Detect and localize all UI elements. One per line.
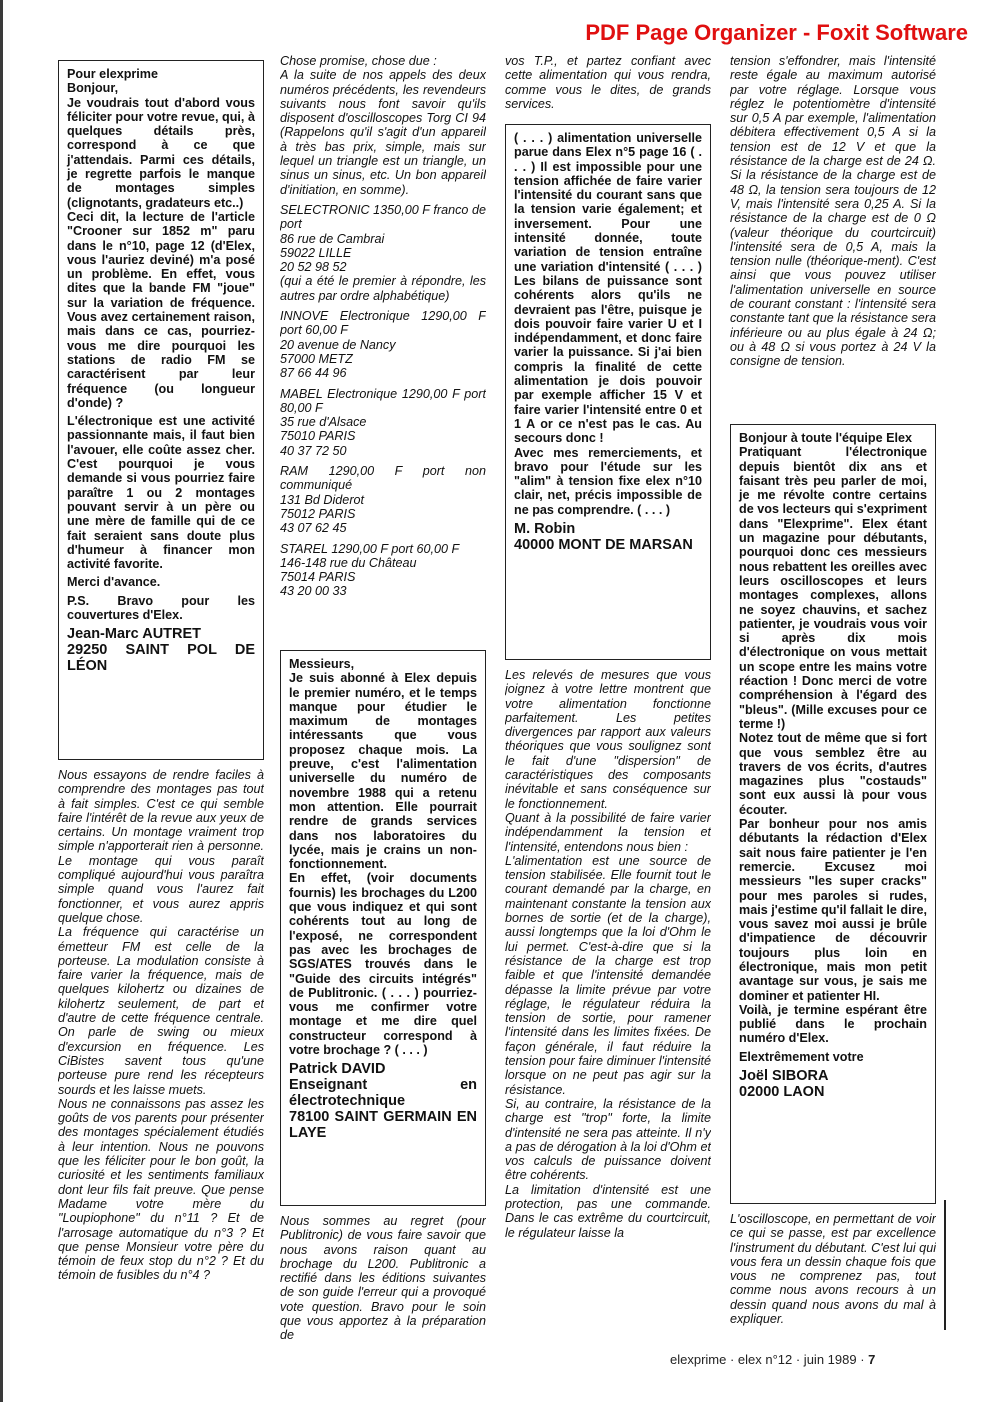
paragraph: Bonjour à toute l'équipe Elex Pratiquant l'électronique depuis bientôt dix ans et faisant très peu parler de moi, je me révolte contre certains de vos lecteurs qui s'expriment dans "Elexprime". Elex étant un magazine pour débutants, pourquoi donc ces messieurs nous rebattent les oreilles avec leurs oscilloscopes et leurs montages complexes, allons ne soyez chauvins, et sachez patienter, je voudrais vous voir si après dix mois d'électronique on vous mettait un scope entre les mains votre réaction ! Donc merci de votre compréhension à l'égard des "bleus". (Mille excuses pour ce terme !) Notez tout de même que si fort que vous semblez être au travers de vos écrits, d'autres magazines plus "costauds" sont eux aussi là pour vous écouter. Par bonheur pour nos amis débutants la rédaction d'Elex sait nous faire patienter je l'en remercie. Excusez moi messieurs "les super cracks" pour mes paroles si rudes, mais j'estime qu'il fallait le dire, vous savez moi aussi je brûle d'impatience de découvrir toujours plus loin en électronique, mais mon petit avantage sur vous, je sais me dominer et patienter HI. Voilà, je termine espérant être publié dans le prochain numéro d'Elex.: [739, 431, 927, 1046]
letter-signature: Patrick DAVID Enseignant en électrotechnique 78100 SAINT GERMAIN EN LAYE: [289, 1061, 477, 1142]
letter-box-autret: [58, 60, 264, 760]
paragraph: Merci d'avance.: [67, 575, 161, 590]
editor-reply: [505, 668, 711, 1340]
editor-reply-2: [280, 1214, 486, 1342]
letter-body: [67, 67, 255, 622]
paragraph: RAM 1290,00 F port non communiqué 131 Bd Diderot 75012 PARIS 43 07 62 45: [280, 464, 486, 536]
paragraph: MABEL Electronique 1290,00 F port 80,00 F 35 rue d'Alsace 75010 PARIS 40 37 72 50: [280, 386, 486, 458]
column-3: [505, 54, 711, 1344]
paragraph: P.S. Bravo pour les couvertures d'Elex.: [67, 593, 255, 622]
letter-box-david: [280, 650, 486, 1206]
paragraph: Les relevés de mesures que vous joignez à votre lettre montrent que votre alimentation fonctionne parfaitement. Les petites divergences par rapport aux valeurs théoriques que vous soulignez sont le fait d'une "dispersion" de caractéristiques des composants inévitable et sans conséquence sur le fonctionnement. Quant à la possibilité de faire varier indépendamment la tension et l'intensité, entendons nous bien : L'alimentation est une source de tension stabilisée. Elle fournit tout le courant demandé par la charge, en maintenant constante la tension aux bornes de sortie (et de la charge), aussi longtemps que la loi d'Ohm le lui permet. C'est-à-dire que si la résistance de la charge est trop faible et que l'intensité demandée dépasse la limite prévue par votre réglage, le régulateur réduira la tension de sortie, pour ramener l'intensité dans les limites fixées. De façon générale, il faut réduire la tension pour faire diminuer l'intensité lorsque on ne peut pas agir sur la résistance. Si, au contraire, la résistance de la charge est "trop" forte, la limite d'intensité ne sera pas atteinte. Il n'y a pas de dérogation à la loi d'Ohm et vos calculs de puissance doivent être cohérents. La limitation d'intensité est une protection, pas une commande. Dans le cas extrême du courtcircuit, le régulateur laisse la: [505, 668, 711, 1240]
column-rule: [944, 1200, 946, 1330]
pdf-banner: PDF Page Organizer - Foxit Software: [585, 20, 968, 45]
editor-reply: [730, 1212, 936, 1344]
page-footer: [670, 1352, 875, 1367]
paragraph: STAREL 1290,00 F port 60,00 F 146-148 rue du Château 75014 PARIS 43 20 00 33: [280, 541, 460, 599]
paragraph: Elextrêmement votre: [739, 1049, 864, 1064]
letter-body: [289, 657, 477, 1057]
column-4: [730, 54, 936, 1344]
paragraph: Pour elexprime Bonjour, Je voudrais tout d'abord vous féliciter pour votre revue, qui, à quelques détails près, correspond à ce que j'attendais. Parmi ces détails, je regrette parfois le manque de montages simples (clignotants, gradateurs etc..) Ceci dit, la lecture de l'article "Crooner sur 1852 m" paru dans le n°10, page 12 (d'Elex, vous l'auriez deviné) m'a posé un problème. En effet, vous dites que la bande FM "joue" sur la variation de fréquence. Vous avez certainement raison, mais dans ce cas, pourriez-vous me dire pourquoi les stations de radio FM se caractérisent par leur fréquence (ou longueur d'onde) ?: [67, 67, 255, 410]
editor-reply-top: [730, 54, 936, 416]
letter-signature: M. Robin 40000 MONT DE MARSAN: [514, 521, 693, 554]
paragraph: vos T.P., et partez confiant avec cette alimentation qui vous rendra, comme vous le dites, de grands services.: [505, 54, 711, 111]
paragraph: Messieurs, Je suis abonné à Elex depuis le premier numéro, et le temps manque pour étudier le maximum de montages intéressants que vous proposez chaque mois. La preuve, c'est l'alimentation universelle du numéro de novembre 1988 qui a retenu mon attention. Elle pourrait rendre de grands services dans nos laboratoires du lycée, mais je crains un non-fonctionnement. En effet, (voir documents fournis) les brochages du L200 que vous indiquez et qui sont cohérents tout au long de l'exposé, ne correspondent pas avec les brochages de SGS/ATES trouvés dans le "Guide des circuits intégrés" de Publitronic. ( . . . ) pourriez-vous me confirmer votre montage et me dire quel constructeur correspond à votre brochage ? ( . . . ): [289, 657, 477, 1058]
page-number: 7: [868, 1352, 876, 1367]
letter-box-sibora: [730, 424, 936, 1204]
paragraph: tension s'effondrer, mais l'intensité reste égale au maximum autorisé par votre réglage. Lorsque vous réglez le potentiomètre d'intensité sur 0,5 A par exemple, l'alimentation débitera effectivement 0,5 A si la tension est de 12 V et que la résistance de la charge est de 24 Ω. Si la résistance de la charge est de 48 Ω, la tension sera toujours de 12 V, mais l'intensité sera 0,25 A. Si la résistance de la charge est de 0 Ω (valeur théorique du courtcircuit) l'intensité sera de 0,5 A, mais la tension nulle (théorique-ment). C'est ainsi que vous pouvez utiliser l'alimentation universelle en source de courant constant : l'intensité sera constante tant que la résistance sera inférieure ou au plus égale à 24 Ω; ou à 48 Ω si vous portez à 24 V la consigne de tension.: [730, 54, 936, 369]
letter-box-robin: [505, 124, 711, 660]
column-1: [58, 60, 264, 1350]
oscilloscope-dealers: [280, 54, 486, 644]
editor-reply-top: [505, 54, 711, 116]
scan-edge: [0, 0, 3, 1402]
letter-signature: Joël SIBORA 02000 LAON: [739, 1068, 829, 1101]
letter-body: [739, 431, 927, 1064]
paragraph: L'oscilloscope, en permettant de voir ce qui se passe, est par excellence l'instrument du débutant. C'est lui qui vous fera un dessin chaque fois que vous ne comprenez pas, tout comme nous avons recours à un dessin quand nous avons du mal à expliquer.: [730, 1212, 936, 1327]
paragraph: Nous essayons de rendre faciles à comprendre des montages pas tout à fait simples. C'est ce qui semble faire l'intérêt de la revue aux yeux de certains. Un montage vraiment trop simple n'apporterait rien à personne. Le montage qui vous paraît compliqué aujourd'hui vous paraîtra simple quand vous l'aurez fait fonctionner, et vous aurez appris quelque chose. La fréquence qui caractérise un émetteur FM est celle de la porteuse. La modulation consiste à faire varier la fréquence, mais de quelques kilohertz ou dizaines de kilohertz seulement, de part et d'autre de cette fréquence centrale. On parle de swing ou mieux d'excursion en fréquence. Les CiBistes savent tous qu'une porteuse pure rend les récepteurs sourds et les laisse muets. Nous ne connaissons pas assez les goûts de vos parents pour présenter des montages spécialement étudiés à leur intention. Nous ne pouvons que les féliciter pour le bon goût, la curiosité et les sentiments familiaux dont leur fils fait preuve. Que pense Madame votre mère du "Loupiophone" du n°11 ? Et de l'arrosage automatique du n°3 ? Et que pense Monsieur votre père du témoin de feux stop du n°2 ? Et du témoin de fusibles du n°4 ?: [58, 768, 264, 1283]
paragraph: SELECTRONIC 1350,00 F franco de port 86 rue de Cambrai 59022 LILLE 20 52 98 52 (qui a été le premier à répondre, les autres par ordre alphabétique): [280, 202, 486, 303]
paragraph: Chose promise, chose due : A la suite de nos appels des deux numéros précédents, les revendeurs suivants nous font savoir qu'ils disposent d'oscilloscopes Torg CI 94 (Rappelons qu'il s'agit d'un appareil à très bas prix, simple, mais sur lequel un triangle est un triangle, un sinus un sinus, etc. Un bon appareil d'initiation, en somme).: [280, 54, 486, 197]
paragraph: L'électronique est une activité passionnante mais, il faut bien l'avouer, elle coûte assez cher. C'est pourquoi je vous demande si vous pourriez faire paraître 1 ou 2 montages pouvant servir à un père ou une mère de famille qui de ce fait seraient sans doute plus d'humeur à financer mon activité favorite.: [67, 414, 255, 572]
footer-text: elexprime · elex n°12 · juin 1989 ·: [670, 1352, 869, 1367]
column-2: [280, 54, 486, 1344]
letter-body: [514, 131, 702, 517]
letter-signature: Jean-Marc AUTRET 29250 SAINT POL DE LÉON: [67, 626, 255, 675]
paragraph: INNOVE Electronique 1290,00 F port 60,00 F 20 avenue de Nancy 57000 METZ 87 66 44 96: [280, 309, 486, 381]
paragraph: ( . . . ) alimentation universelle parue dans Elex n°5 page 16 ( . . . ) Il est impossible pour une tension affichée de faire varier l'intensité du courant sans que la tension varie également; et inversement. Pour une intensité donnée, toute variation de tension entraîne une variation d'intensité ( . . . ) Les bilans de puissance sont cohérents alors qu'ils ne devraient pas l'être, puisque je dois pouvoir faire varier U et I indépendamment, et donc faire varier la puissance. Si j'ai bien compris la finalité de cette alimentation je dois pouvoir par exemple afficher 15 V et faire varier l'intensité entre 0 et 1 A or ce n'est pas le cas. Au secours donc ! Avec mes remerciements, et bravo pour l'étude sur les "alim" à tension fixe elex n°10 clair, net, précis impossible de ne pas comprendre. ( . . . ): [514, 131, 702, 517]
editor-reply: [58, 768, 264, 1344]
paragraph: Nous sommes au regret (pour Publitronic) de vous faire savoir que nous avons raison quant au brochage du L200. Publitronic a rectifié dans les éditions suivantes de son guide l'erreur qui a provoqué vote question. Bravo pour le soin que vous apportez à la préparation de: [280, 1214, 486, 1342]
